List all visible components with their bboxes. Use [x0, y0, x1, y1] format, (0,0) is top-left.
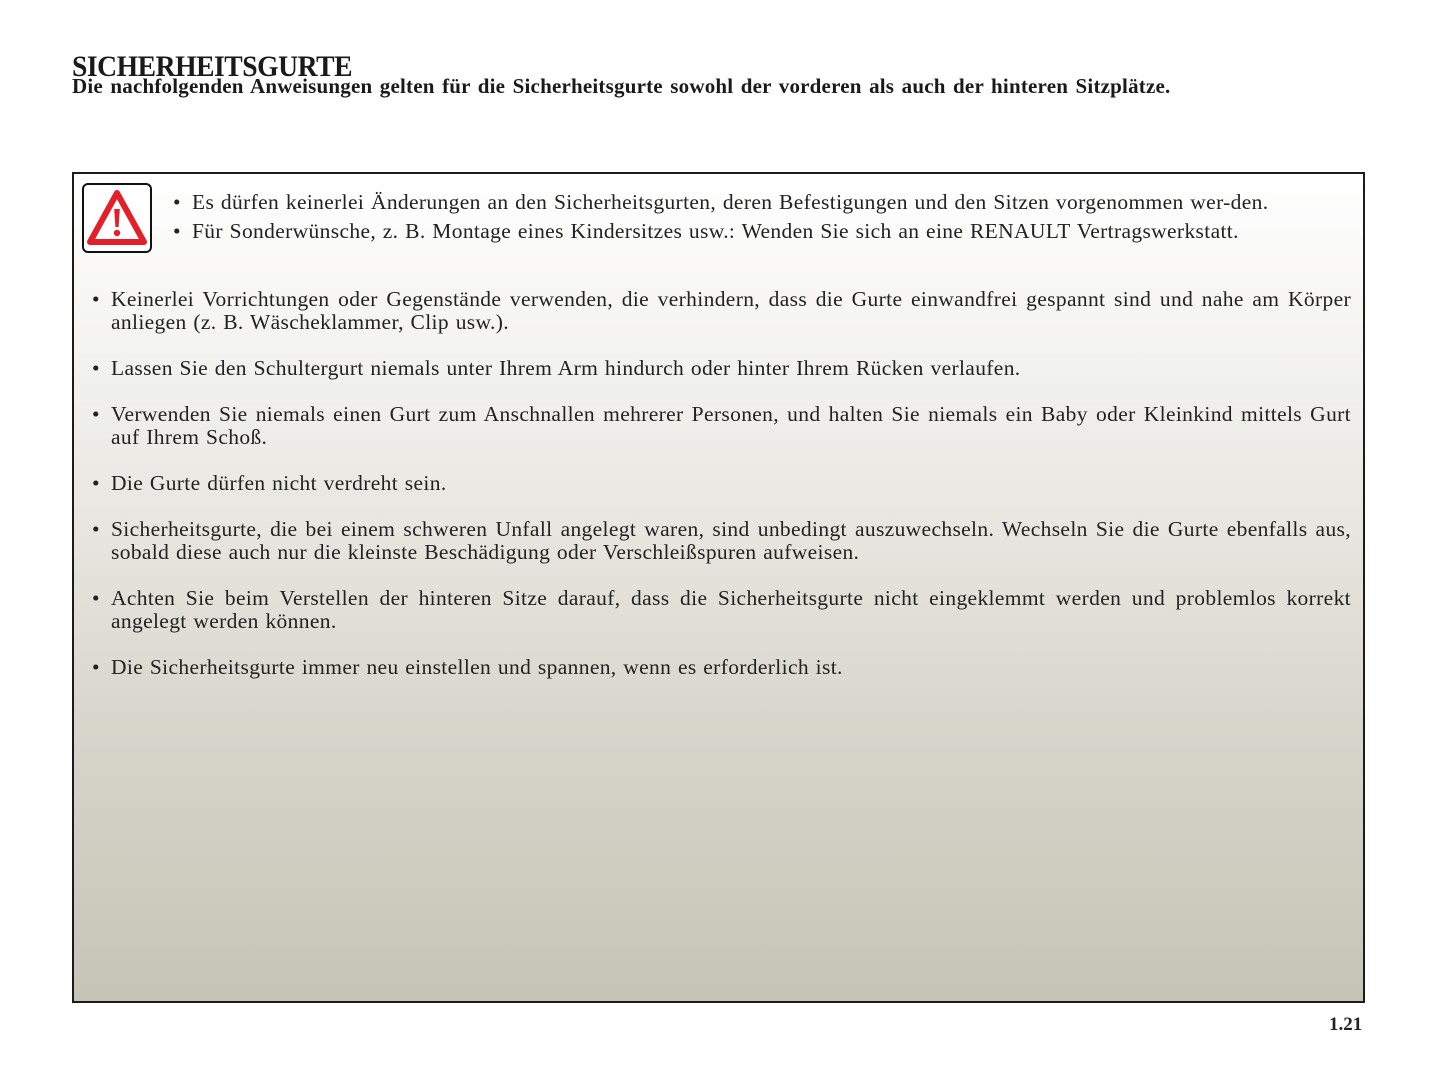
bullet-icon: • — [173, 219, 181, 243]
bullet-icon: • — [173, 190, 181, 214]
page-number: 1.21 — [1329, 1014, 1363, 1035]
page-subtitle: Die nachfolgenden Anweisungen gelten für die Sicherheitsgurte sowohl der vorderen als auch der hinteren Sitzplätze. — [72, 74, 1171, 98]
warning-list — [173, 190, 1349, 249]
list-item-text: Lassen Sie den Schultergurt niemals unter Ihrem Arm hindurch oder hinter Ihrem Rücken verlaufen. — [111, 356, 1021, 380]
warning-icon-frame — [82, 183, 152, 253]
warning-triangle-icon — [86, 189, 148, 247]
bullet-icon: • — [92, 655, 100, 679]
list-item — [92, 655, 1351, 679]
warning-item-text: Für Sonderwünsche, z. B. Montage eines Kindersitzes usw.: Wenden Sie sich an eine RENAULT Vertragswerkstatt. — [192, 219, 1239, 243]
list-item — [92, 287, 1351, 334]
list-item — [92, 356, 1351, 380]
warning-box — [72, 172, 1365, 1003]
list-item — [92, 471, 1351, 495]
list-item-text: Keinerlei Vorrichtungen oder Gegenstände verwenden, die verhindern, dass die Gurte einwandfrei gespannt sind und nahe am Körper anliegen (z. B. Wäscheklammer, Clip usw.). — [111, 287, 1351, 334]
instruction-list — [92, 287, 1351, 702]
bullet-icon: • — [92, 402, 100, 426]
page-title: SICHERHEITSGURTE — [72, 50, 353, 84]
bullet-icon: • — [92, 356, 100, 380]
warning-item — [173, 219, 1349, 243]
warning-item-text: Es dürfen keinerlei Änderungen an den Sicherheitsgurten, deren Befestigungen und den Sitzen vorgenommen wer-den. — [192, 190, 1269, 214]
bullet-icon: • — [92, 517, 100, 541]
list-item-text: Achten Sie beim Verstellen der hinteren Sitze darauf, dass die Sicherheitsgurte nicht eingeklemmt werden und problemlos korrekt angelegt werden können. — [111, 586, 1351, 633]
bullet-icon: • — [92, 287, 100, 311]
list-item — [92, 586, 1351, 633]
list-item-text: Sicherheitsgurte, die bei einem schweren Unfall angelegt waren, sind unbedingt auszuwechseln. Wechseln Sie die Gurte ebenfalls aus, sobald diese auch nur die kleinste Beschädigung oder Verschleißspuren aufweisen. — [111, 517, 1351, 564]
bullet-icon: • — [92, 586, 100, 610]
list-item-text: Die Gurte dürfen nicht verdreht sein. — [111, 471, 447, 495]
warning-item — [173, 190, 1349, 214]
list-item-text: Die Sicherheitsgurte immer neu einstellen und spannen, wenn es erforderlich ist. — [111, 655, 843, 679]
list-item — [92, 517, 1351, 564]
bullet-icon: • — [92, 471, 100, 495]
list-item — [92, 402, 1351, 449]
list-item-text: Verwenden Sie niemals einen Gurt zum Anschnallen mehrerer Personen, und halten Sie niemals ein Baby oder Kleinkind mittels Gurt auf Ihrem Schoß. — [111, 402, 1351, 449]
